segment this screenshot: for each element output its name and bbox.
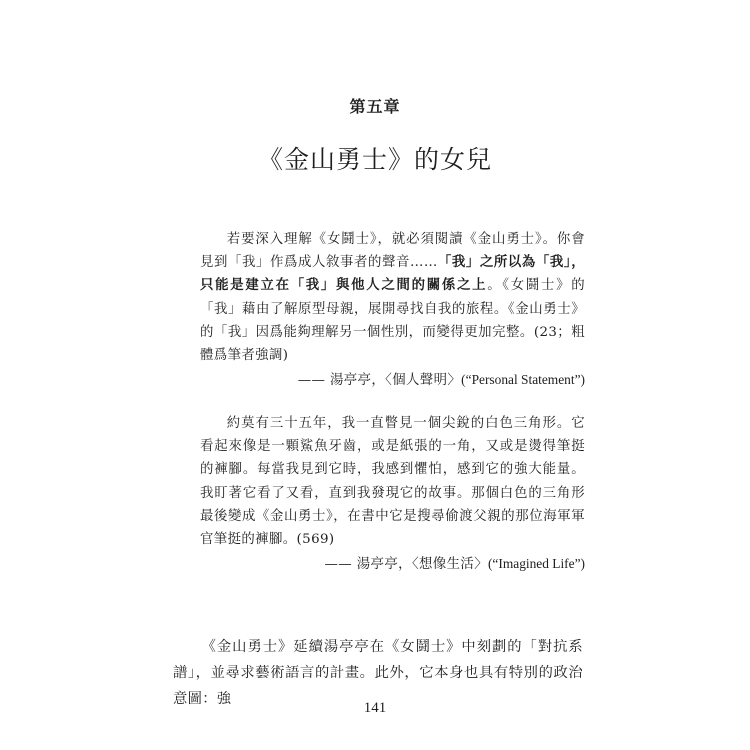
epigraph-attribution (200, 552, 585, 576)
epigraph-attribution (200, 368, 585, 392)
attribution-author-title: —— 湯亭亭，〈個人聲明〉 (297, 373, 462, 389)
attribution-author-title: —— 湯亭亭，〈想像生活〉 (324, 557, 488, 573)
epigraph-personal-statement (200, 228, 585, 392)
epigraph-text: 約莫有三十五年，我一直瞥見一個尖銳的白色三角形。它看起來像是一顆鯊魚牙齒，或是紙張的一角，又或是燙得筆挺的褲腳。每當我見到它時，我感到懼怕，感到它的強大能量。我盯著它看了又看，直到我發現它的故事。那個白色的三角形最後變成《金山勇士》，在書中它是搜尋偷渡父親的那位海軍軍官筆挺的褲腳。(569) (200, 416, 585, 548)
chapter-number: 第五章 (349, 97, 401, 116)
attribution-english-title: (“Imagined Life”) (487, 556, 585, 572)
chapter-title: 《金山勇士》的女兒 (257, 145, 492, 174)
epigraph-bold-emphasis: 「我」之所以為「我」，只能是建立在「我」與他人之間的關係之上 (200, 254, 585, 294)
body-paragraph: 《金山勇士》延續湯亭亭在《女鬪士》中刻劃的「對抗系譜」，並尋求藝術語言的計畫。此外，它本身也具有特別的政治意圖：強 (173, 639, 583, 707)
epigraph-text (200, 228, 585, 367)
page-number: 141 (363, 700, 387, 716)
epigraph-text-part-1: 若要深入理解《女鬪士》，就必須閱讀《金山勇士》。你會見到「我」作爲成人敘事者的聲音…… (200, 232, 585, 271)
attribution-english-title: (“Personal Statement”) (461, 372, 585, 388)
epigraph-imagined-life (200, 412, 585, 576)
epigraph-text-part-2: 。《女鬪士》的「我」藉由了解原型母親，展開尋找自我的旅程。《金山勇士》的「我」因爲能夠理解另一個性別，而變得更加完整。(23；粗體爲筆者強調) (200, 278, 585, 364)
